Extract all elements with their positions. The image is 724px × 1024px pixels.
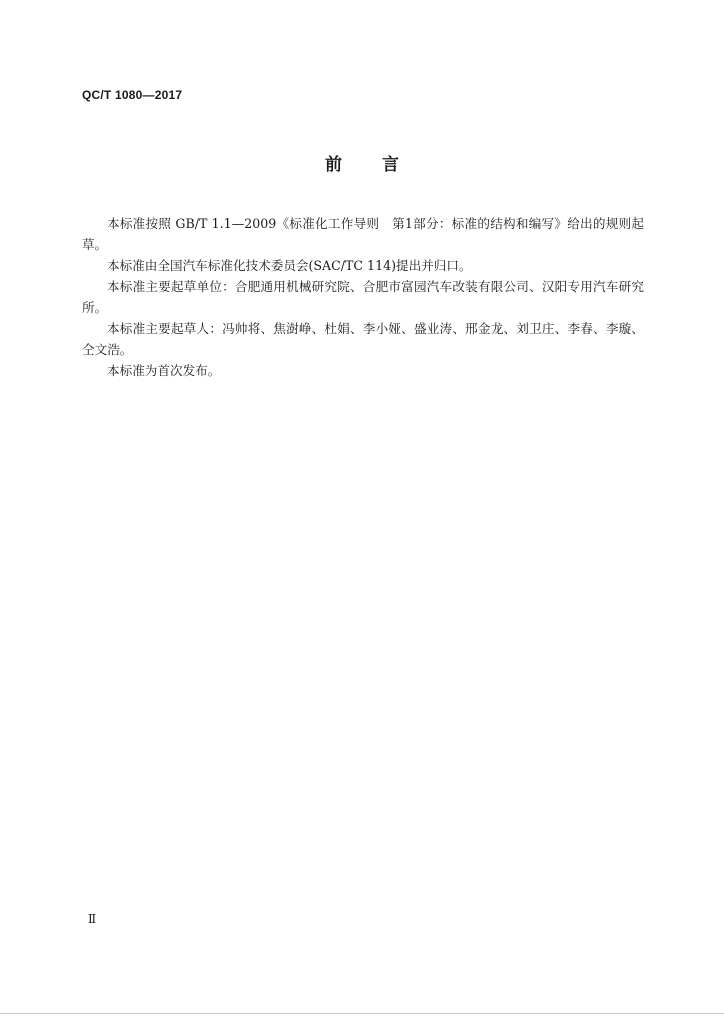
page-number: Ⅱ: [88, 912, 97, 926]
paragraph-proposer: 本标准由全国汽车标准化技术委员会(SAC/TC 114)提出并归口。: [107, 258, 472, 273]
paragraph-drafting-rules: 本标准按照 GB/T 1.1—2009《标准化工作导则 第1部分：标准的结构和编写》给出的规则起草。: [82, 216, 644, 252]
title-char-2: 言: [382, 155, 399, 175]
section-title: [0, 150, 724, 175]
paragraph-drafting-units: 本标准主要起草单位：合肥通用机械研究院、合肥市富园汽车改装有限公司、汉阳专用汽车研究所。: [82, 279, 644, 315]
paragraph-drafters: 本标准主要起草人：冯帅将、焦澍峥、杜娟、李小娅、盛业涛、邢金龙、刘卫庄、李春、李璇、仝文浩。: [82, 321, 644, 357]
foreword-body: [82, 213, 644, 381]
paragraph-first-release: 本标准为首次发布。: [107, 363, 221, 378]
title-char-1: 前: [325, 155, 342, 175]
standard-code: QC/T 1080—2017: [82, 88, 183, 102]
bottom-divider: [0, 1013, 724, 1014]
